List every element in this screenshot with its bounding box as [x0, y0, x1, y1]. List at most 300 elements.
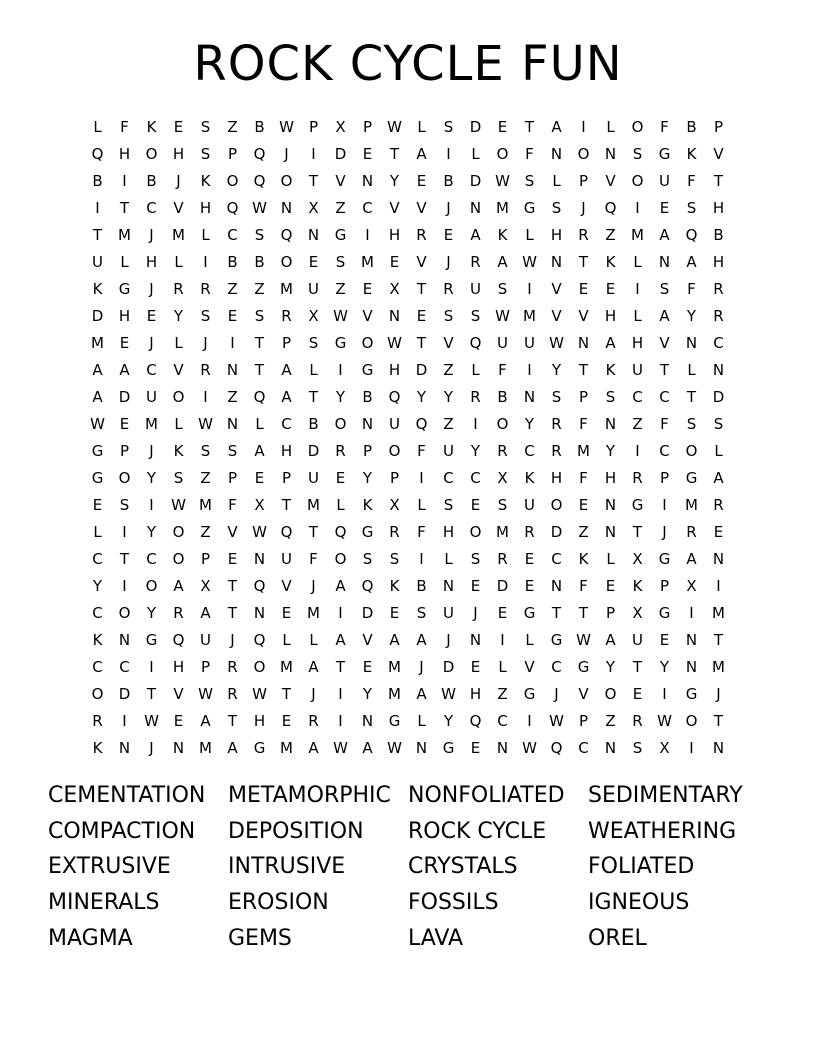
grid-letter[interactable]: J	[446, 253, 451, 271]
grid-letter[interactable]: J	[284, 145, 289, 163]
grid-letter[interactable]: U	[632, 631, 643, 649]
grid-letter[interactable]: W	[252, 199, 267, 217]
grid-letter[interactable]: U	[443, 442, 454, 460]
grid-letter[interactable]: R	[470, 253, 481, 271]
grid-letter[interactable]: V	[551, 307, 562, 325]
grid-letter[interactable]: O	[226, 172, 239, 190]
grid-letter[interactable]: A	[362, 739, 373, 757]
grid-letter[interactable]: N	[442, 577, 455, 595]
grid-letter[interactable]: J	[446, 199, 451, 217]
grid-letter[interactable]: S	[470, 550, 481, 568]
grid-letter[interactable]: I	[581, 118, 586, 136]
grid-letter[interactable]: I	[635, 280, 640, 298]
grid-letter[interactable]: H	[550, 469, 563, 487]
grid-letter[interactable]: A	[605, 334, 616, 352]
grid-letter[interactable]: V	[362, 307, 373, 325]
grid-letter[interactable]: F	[660, 118, 669, 136]
grid-letter[interactable]: J	[581, 199, 586, 217]
grid-letter[interactable]: G	[685, 469, 698, 487]
grid-letter[interactable]: I	[149, 496, 154, 514]
grid-letter[interactable]: S	[443, 118, 454, 136]
grid-letter[interactable]: R	[713, 307, 724, 325]
grid-letter[interactable]: T	[713, 712, 724, 730]
grid-letter[interactable]: N	[361, 712, 374, 730]
grid-letter[interactable]: X	[308, 307, 319, 325]
grid-letter[interactable]: D	[91, 307, 104, 325]
grid-letter[interactable]: I	[230, 334, 235, 352]
grid-letter[interactable]: M	[712, 604, 725, 622]
grid-letter[interactable]: C	[119, 658, 130, 676]
grid-letter[interactable]: K	[92, 739, 103, 757]
grid-letter[interactable]: O	[685, 712, 698, 730]
grid-letter[interactable]: E	[470, 658, 481, 676]
grid-letter[interactable]: V	[389, 199, 400, 217]
grid-letter[interactable]: W	[198, 685, 213, 703]
grid-letter[interactable]: O	[172, 550, 185, 568]
grid-letter[interactable]: A	[686, 550, 697, 568]
grid-letter[interactable]: W	[171, 496, 186, 514]
grid-letter[interactable]: C	[659, 388, 670, 406]
grid-letter[interactable]: R	[92, 712, 103, 730]
grid-letter[interactable]: E	[146, 307, 157, 325]
grid-letter[interactable]: I	[311, 145, 316, 163]
grid-letter[interactable]: F	[579, 469, 588, 487]
grid-letter[interactable]: M	[118, 226, 131, 244]
grid-letter[interactable]: M	[523, 307, 536, 325]
grid-letter[interactable]: N	[685, 658, 698, 676]
grid-letter[interactable]: N	[685, 334, 698, 352]
grid-letter[interactable]: C	[551, 550, 562, 568]
grid-letter[interactable]: X	[389, 496, 400, 514]
grid-letter[interactable]: A	[200, 604, 211, 622]
grid-letter[interactable]: O	[280, 172, 293, 190]
grid-letter[interactable]: T	[254, 361, 265, 379]
grid-letter[interactable]: N	[226, 415, 239, 433]
grid-letter[interactable]: Q	[334, 523, 347, 541]
grid-letter[interactable]: N	[523, 388, 536, 406]
grid-letter[interactable]: H	[604, 307, 617, 325]
grid-letter[interactable]: Q	[280, 523, 293, 541]
grid-letter[interactable]: O	[334, 415, 347, 433]
grid-letter[interactable]: I	[662, 685, 667, 703]
grid-letter[interactable]: Y	[524, 415, 535, 433]
grid-letter[interactable]: I	[500, 631, 505, 649]
grid-letter[interactable]: Y	[659, 658, 670, 676]
grid-letter[interactable]: M	[280, 658, 293, 676]
grid-letter[interactable]: I	[122, 577, 127, 595]
grid-letter[interactable]: E	[227, 307, 238, 325]
grid-letter[interactable]: V	[227, 523, 238, 541]
grid-letter[interactable]: P	[578, 388, 589, 406]
grid-letter[interactable]: I	[203, 388, 208, 406]
grid-letter[interactable]: B	[308, 415, 319, 433]
grid-letter[interactable]: S	[362, 550, 373, 568]
grid-letter[interactable]: B	[497, 388, 508, 406]
grid-letter[interactable]: V	[416, 199, 427, 217]
grid-letter[interactable]: D	[118, 388, 131, 406]
grid-letter[interactable]: Y	[146, 604, 157, 622]
grid-letter[interactable]: E	[389, 604, 400, 622]
grid-letter[interactable]: L	[417, 712, 426, 730]
grid-letter[interactable]: C	[92, 658, 103, 676]
grid-letter[interactable]: L	[336, 496, 345, 514]
grid-letter[interactable]: C	[362, 199, 373, 217]
grid-letter[interactable]: I	[419, 550, 424, 568]
grid-letter[interactable]: R	[416, 226, 427, 244]
grid-letter[interactable]: Y	[605, 442, 616, 460]
grid-letter[interactable]: L	[93, 118, 102, 136]
grid-letter[interactable]: G	[388, 712, 401, 730]
grid-letter[interactable]: E	[713, 523, 724, 541]
grid-letter[interactable]: B	[713, 226, 724, 244]
grid-letter[interactable]: E	[389, 253, 400, 271]
grid-letter[interactable]: N	[118, 739, 131, 757]
grid-letter[interactable]: Q	[280, 226, 293, 244]
grid-letter[interactable]: G	[91, 469, 104, 487]
grid-letter[interactable]: G	[334, 334, 347, 352]
grid-letter[interactable]: T	[632, 658, 643, 676]
grid-letter[interactable]: Z	[605, 712, 616, 730]
grid-letter[interactable]: F	[660, 415, 669, 433]
grid-letter[interactable]: L	[417, 118, 426, 136]
grid-letter[interactable]: M	[307, 604, 320, 622]
grid-letter[interactable]: T	[227, 712, 238, 730]
grid-letter[interactable]: Y	[362, 469, 373, 487]
grid-letter[interactable]: H	[145, 253, 158, 271]
grid-letter[interactable]: C	[146, 550, 157, 568]
grid-letter[interactable]: C	[659, 442, 670, 460]
grid-letter[interactable]: Z	[335, 199, 346, 217]
grid-letter[interactable]: A	[605, 631, 616, 649]
grid-letter[interactable]: H	[280, 442, 293, 460]
grid-letter[interactable]: G	[523, 685, 536, 703]
grid-letter[interactable]: I	[527, 361, 532, 379]
grid-letter[interactable]: E	[497, 118, 508, 136]
grid-letter[interactable]: L	[552, 172, 561, 190]
grid-letter[interactable]: W	[549, 712, 564, 730]
grid-letter[interactable]: M	[91, 334, 104, 352]
grid-letter[interactable]: O	[118, 469, 131, 487]
grid-letter[interactable]: N	[604, 145, 617, 163]
grid-letter[interactable]: J	[311, 577, 316, 595]
grid-letter[interactable]: C	[92, 550, 103, 568]
grid-letter[interactable]: K	[686, 145, 697, 163]
grid-letter[interactable]: E	[335, 469, 346, 487]
grid-letter[interactable]: F	[228, 496, 237, 514]
grid-letter[interactable]: W	[387, 739, 402, 757]
grid-letter[interactable]: U	[200, 631, 211, 649]
grid-letter[interactable]: T	[686, 388, 697, 406]
grid-letter[interactable]: H	[712, 253, 725, 271]
grid-letter[interactable]: H	[604, 469, 617, 487]
grid-letter[interactable]: Q	[226, 199, 239, 217]
grid-letter[interactable]: T	[416, 280, 427, 298]
grid-letter[interactable]: E	[443, 226, 454, 244]
grid-letter[interactable]: V	[524, 658, 535, 676]
grid-letter[interactable]: N	[550, 253, 563, 271]
grid-letter[interactable]: I	[122, 523, 127, 541]
grid-letter[interactable]: N	[415, 739, 428, 757]
grid-letter[interactable]: A	[497, 253, 508, 271]
grid-letter[interactable]: L	[255, 415, 264, 433]
grid-letter[interactable]: H	[388, 226, 401, 244]
grid-letter[interactable]: P	[200, 550, 211, 568]
grid-letter[interactable]: L	[525, 226, 534, 244]
grid-letter[interactable]: S	[200, 118, 211, 136]
grid-letter[interactable]: P	[119, 442, 130, 460]
grid-letter[interactable]: E	[173, 118, 184, 136]
grid-letter[interactable]: E	[254, 469, 265, 487]
grid-letter[interactable]: K	[578, 550, 589, 568]
grid-letter[interactable]: E	[659, 631, 670, 649]
grid-letter[interactable]: X	[686, 577, 697, 595]
grid-letter[interactable]: N	[253, 604, 266, 622]
grid-letter[interactable]: C	[281, 415, 292, 433]
grid-letter[interactable]: O	[334, 550, 347, 568]
grid-letter[interactable]: V	[362, 631, 373, 649]
grid-letter[interactable]: Z	[200, 523, 211, 541]
grid-letter[interactable]: E	[632, 685, 643, 703]
grid-letter[interactable]: H	[631, 334, 644, 352]
grid-letter[interactable]: W	[522, 253, 537, 271]
grid-letter[interactable]: P	[713, 118, 724, 136]
grid-letter[interactable]: S	[632, 739, 643, 757]
grid-letter[interactable]: K	[173, 442, 184, 460]
grid-letter[interactable]: M	[388, 658, 401, 676]
grid-letter[interactable]: L	[714, 442, 723, 460]
grid-letter[interactable]: J	[176, 172, 181, 190]
grid-letter[interactable]: B	[254, 253, 265, 271]
grid-letter[interactable]: U	[146, 388, 157, 406]
grid-letter[interactable]: U	[632, 361, 643, 379]
grid-letter[interactable]: M	[496, 199, 509, 217]
grid-letter[interactable]: G	[685, 685, 698, 703]
grid-letter[interactable]: B	[686, 118, 697, 136]
grid-letter[interactable]: I	[689, 604, 694, 622]
grid-letter[interactable]: N	[496, 739, 509, 757]
grid-letter[interactable]: L	[417, 496, 426, 514]
grid-letter[interactable]: J	[149, 442, 154, 460]
grid-letter[interactable]: Y	[551, 361, 562, 379]
grid-letter[interactable]: W	[657, 712, 672, 730]
grid-letter[interactable]: N	[307, 226, 320, 244]
grid-letter[interactable]: E	[416, 307, 427, 325]
grid-letter[interactable]: N	[550, 577, 563, 595]
grid-letter[interactable]: O	[253, 658, 266, 676]
grid-letter[interactable]: P	[659, 577, 670, 595]
grid-letter[interactable]: S	[227, 442, 238, 460]
grid-letter[interactable]: A	[173, 577, 184, 595]
grid-letter[interactable]: M	[496, 523, 509, 541]
grid-letter[interactable]: E	[470, 577, 481, 595]
grid-letter[interactable]: P	[227, 145, 238, 163]
grid-letter[interactable]: W	[549, 334, 564, 352]
grid-letter[interactable]: W	[522, 739, 537, 757]
grid-letter[interactable]: R	[281, 307, 292, 325]
grid-letter[interactable]: W	[333, 739, 348, 757]
grid-letter[interactable]: N	[685, 631, 698, 649]
grid-letter[interactable]: S	[308, 334, 319, 352]
grid-letter[interactable]: O	[361, 334, 374, 352]
grid-letter[interactable]: J	[716, 685, 721, 703]
grid-letter[interactable]: W	[144, 712, 159, 730]
grid-letter[interactable]: X	[308, 199, 319, 217]
grid-letter[interactable]: E	[119, 415, 130, 433]
grid-letter[interactable]: Z	[578, 523, 589, 541]
grid-letter[interactable]: N	[550, 145, 563, 163]
grid-letter[interactable]: S	[173, 469, 184, 487]
grid-letter[interactable]: T	[92, 226, 103, 244]
grid-letter[interactable]: I	[446, 145, 451, 163]
grid-letter[interactable]: U	[308, 469, 319, 487]
grid-letter[interactable]: G	[658, 550, 671, 568]
grid-letter[interactable]: H	[388, 361, 401, 379]
grid-letter[interactable]: P	[659, 469, 670, 487]
grid-letter[interactable]: K	[632, 577, 643, 595]
grid-letter[interactable]: B	[362, 388, 373, 406]
grid-letter[interactable]: I	[95, 199, 100, 217]
grid-letter[interactable]: C	[551, 658, 562, 676]
grid-letter[interactable]: J	[311, 685, 316, 703]
grid-letter[interactable]: X	[335, 118, 346, 136]
grid-letter[interactable]: M	[631, 226, 644, 244]
grid-letter[interactable]: T	[308, 172, 319, 190]
grid-letter[interactable]: R	[443, 280, 454, 298]
grid-letter[interactable]: Q	[388, 388, 401, 406]
grid-letter[interactable]: H	[118, 307, 131, 325]
grid-letter[interactable]: W	[387, 118, 402, 136]
grid-letter[interactable]: C	[146, 361, 157, 379]
grid-letter[interactable]: Z	[632, 415, 643, 433]
grid-letter[interactable]: N	[226, 361, 239, 379]
grid-letter[interactable]: C	[578, 739, 589, 757]
grid-letter[interactable]: M	[172, 226, 185, 244]
grid-letter[interactable]: D	[442, 658, 455, 676]
grid-letter[interactable]: N	[604, 496, 617, 514]
grid-letter[interactable]: C	[227, 226, 238, 244]
grid-letter[interactable]: S	[524, 172, 535, 190]
grid-letter[interactable]: L	[525, 631, 534, 649]
grid-letter[interactable]: G	[361, 361, 374, 379]
grid-letter[interactable]: N	[577, 334, 590, 352]
grid-letter[interactable]: A	[308, 658, 319, 676]
grid-letter[interactable]: V	[173, 685, 184, 703]
grid-letter[interactable]: O	[631, 172, 644, 190]
grid-letter[interactable]: R	[497, 550, 508, 568]
grid-letter[interactable]: T	[227, 604, 238, 622]
grid-letter[interactable]: F	[309, 550, 318, 568]
grid-letter[interactable]: A	[281, 361, 292, 379]
grid-letter[interactable]: I	[338, 604, 343, 622]
grid-letter[interactable]: S	[551, 199, 562, 217]
grid-letter[interactable]: N	[712, 361, 725, 379]
grid-letter[interactable]: O	[577, 145, 590, 163]
grid-letter[interactable]: T	[227, 577, 238, 595]
grid-letter[interactable]: A	[659, 307, 670, 325]
grid-letter[interactable]: S	[416, 604, 427, 622]
grid-letter[interactable]: K	[146, 118, 157, 136]
grid-letter[interactable]: R	[389, 523, 400, 541]
grid-letter[interactable]: S	[389, 550, 400, 568]
grid-letter[interactable]: N	[712, 739, 725, 757]
grid-letter[interactable]: L	[174, 334, 183, 352]
grid-letter[interactable]: S	[605, 388, 616, 406]
grid-letter[interactable]: I	[419, 469, 424, 487]
grid-letter[interactable]: D	[334, 145, 347, 163]
grid-letter[interactable]: B	[254, 118, 265, 136]
grid-letter[interactable]: U	[443, 604, 454, 622]
grid-letter[interactable]: S	[686, 199, 697, 217]
grid-letter[interactable]: S	[254, 307, 265, 325]
grid-letter[interactable]: H	[550, 226, 563, 244]
grid-letter[interactable]: E	[470, 496, 481, 514]
grid-letter[interactable]: I	[662, 496, 667, 514]
grid-letter[interactable]: S	[497, 280, 508, 298]
grid-letter[interactable]: P	[200, 658, 211, 676]
grid-letter[interactable]: W	[198, 415, 213, 433]
grid-letter[interactable]: N	[469, 631, 482, 649]
grid-letter[interactable]: Y	[389, 172, 400, 190]
grid-letter[interactable]: N	[172, 739, 185, 757]
grid-letter[interactable]: J	[473, 604, 478, 622]
grid-letter[interactable]: N	[280, 199, 293, 217]
grid-letter[interactable]: I	[122, 172, 127, 190]
grid-letter[interactable]: M	[577, 442, 590, 460]
grid-letter[interactable]: R	[551, 415, 562, 433]
grid-letter[interactable]: Z	[254, 280, 265, 298]
grid-letter[interactable]: L	[687, 361, 696, 379]
grid-letter[interactable]: X	[497, 469, 508, 487]
grid-letter[interactable]: Q	[685, 226, 698, 244]
grid-letter[interactable]: G	[361, 523, 374, 541]
grid-letter[interactable]: L	[633, 253, 642, 271]
grid-letter[interactable]: R	[551, 442, 562, 460]
grid-letter[interactable]: Q	[91, 145, 104, 163]
grid-letter[interactable]: L	[201, 226, 210, 244]
grid-letter[interactable]: R	[173, 604, 184, 622]
grid-letter[interactable]: H	[172, 658, 185, 676]
grid-letter[interactable]: V	[578, 307, 589, 325]
grid-letter[interactable]: E	[605, 577, 616, 595]
grid-letter[interactable]: R	[173, 280, 184, 298]
grid-letter[interactable]: A	[416, 631, 427, 649]
grid-letter[interactable]: S	[443, 496, 454, 514]
grid-letter[interactable]: E	[470, 739, 481, 757]
grid-letter[interactable]: E	[119, 334, 130, 352]
grid-letter[interactable]: S	[200, 145, 211, 163]
grid-letter[interactable]: R	[524, 523, 535, 541]
grid-letter[interactable]: C	[146, 199, 157, 217]
grid-letter[interactable]: A	[686, 253, 697, 271]
grid-letter[interactable]: A	[92, 361, 103, 379]
grid-letter[interactable]: T	[578, 604, 589, 622]
grid-letter[interactable]: G	[523, 604, 536, 622]
grid-letter[interactable]: Y	[92, 577, 103, 595]
grid-letter[interactable]: A	[335, 631, 346, 649]
grid-letter[interactable]: N	[118, 631, 131, 649]
grid-letter[interactable]: L	[93, 523, 102, 541]
grid-letter[interactable]: X	[389, 280, 400, 298]
grid-letter[interactable]: K	[389, 577, 400, 595]
grid-letter[interactable]: G	[631, 496, 644, 514]
grid-letter[interactable]: I	[635, 442, 640, 460]
grid-letter[interactable]: E	[92, 496, 103, 514]
grid-letter[interactable]: Y	[686, 307, 697, 325]
grid-letter[interactable]: E	[659, 199, 670, 217]
grid-letter[interactable]: T	[308, 523, 319, 541]
grid-letter[interactable]: U	[524, 496, 535, 514]
grid-letter[interactable]: G	[253, 739, 266, 757]
